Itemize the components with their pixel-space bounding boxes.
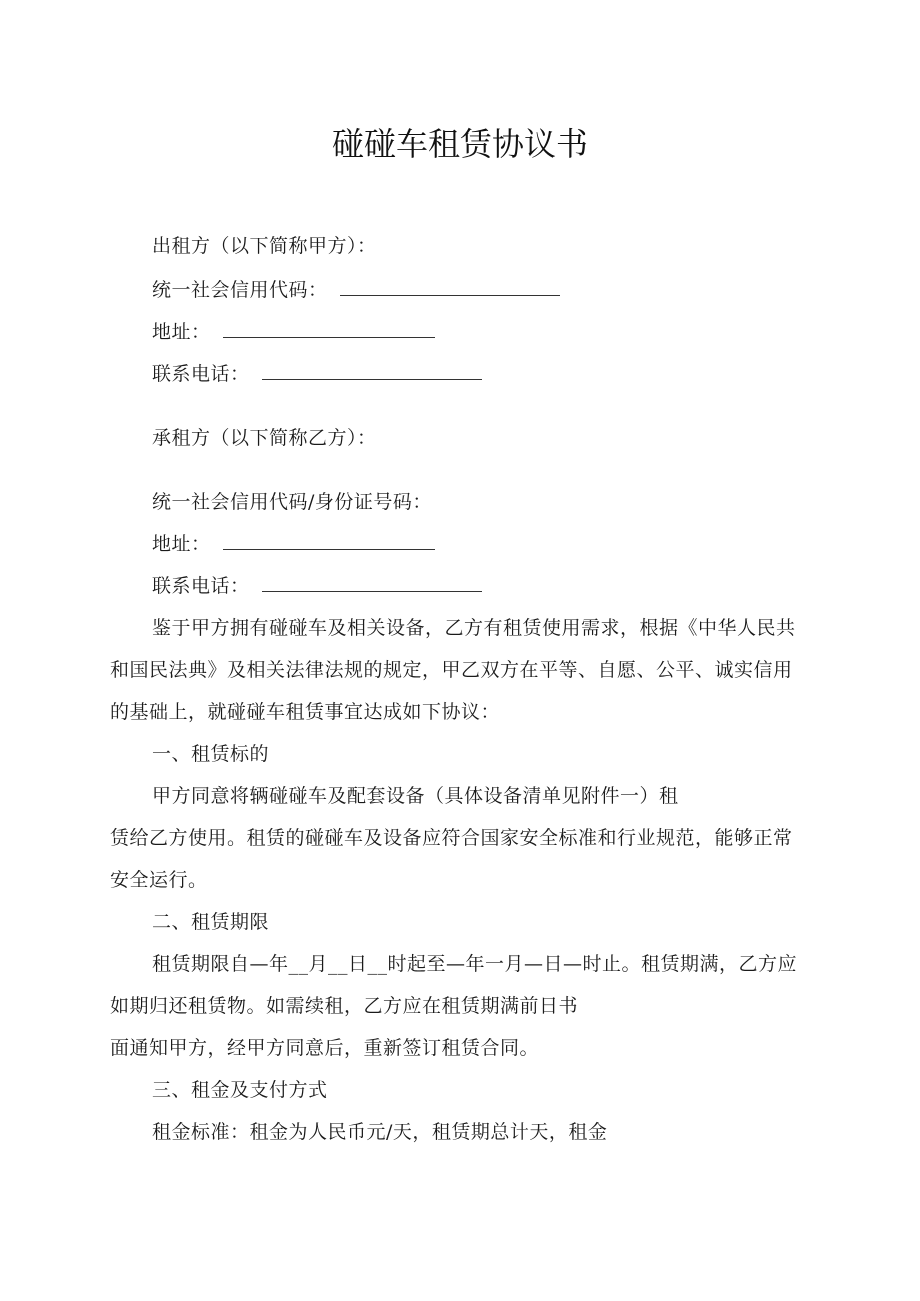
lessor-address-label: 地址： [152,321,211,343]
section-2-line-1: 租赁期限自—年__月__日__时起至—年一月—日—时止。租赁期满，乙方应 [152,953,798,975]
lessor-address-row [152,318,435,346]
lessor-heading: 出租方（以下简称甲方）： [152,235,377,257]
lessor-phone-field[interactable] [262,361,482,380]
section-3-line-1: 租金标准：租金为人民币元/天，租赁期总计天，租金 [152,1121,608,1143]
lessor-phone-row [152,360,482,388]
section-2-line-2: 如期归还租赁物。如需续租，乙方应在租赁期满前日书 [110,995,579,1017]
document-title: 碰碰车租赁协议书 [331,125,588,163]
lessor-credit-code-field[interactable] [340,277,560,296]
lessee-phone-row [152,572,482,600]
section-1-line-3: 安全运行。 [110,869,208,891]
section-3-heading: 三、租金及支付方式 [152,1079,328,1101]
lessee-phone-field[interactable] [262,573,482,592]
section-2-heading: 二、租赁期限 [152,911,270,933]
section-1-line-2: 赁给乙方使用。租赁的碰碰车及设备应符合国家安全标准和行业规范，能够正常 [110,827,793,849]
lessee-address-field[interactable] [223,531,435,550]
lessor-phone-label: 联系电话： [152,363,250,385]
lessor-address-field[interactable] [223,319,435,338]
preamble-line-3: 的基础上，就碰碰车租赁事宜达成如下协议： [110,701,501,723]
section-1-heading: 一、租赁标的 [152,743,270,765]
lessee-phone-label: 联系电话： [152,575,250,597]
section-1-line-1: 甲方同意将辆碰碰车及配套设备（具体设备清单见附件一）租 [152,785,679,807]
preamble-line-1: 鉴于甲方拥有碰碰车及相关设备，乙方有租赁使用需求，根据《中华人民共 [152,617,796,639]
lessee-id-label: 统一社会信用代码/身份证号码： [152,491,432,513]
lessee-address-row [152,530,435,558]
lessor-credit-code-row [152,276,560,304]
section-2-line-3: 面通知甲方，经甲方同意后，重新签订租赁合同。 [110,1037,540,1059]
lessee-heading: 承租方（以下简称乙方）： [152,427,377,449]
lessor-credit-code-label: 统一社会信用代码： [152,279,328,301]
lessee-address-label: 地址： [152,533,211,555]
preamble-line-2: 和国民法典》及相关法律法规的规定，甲乙双方在平等、自愿、公平、诚实信用 [110,659,793,681]
